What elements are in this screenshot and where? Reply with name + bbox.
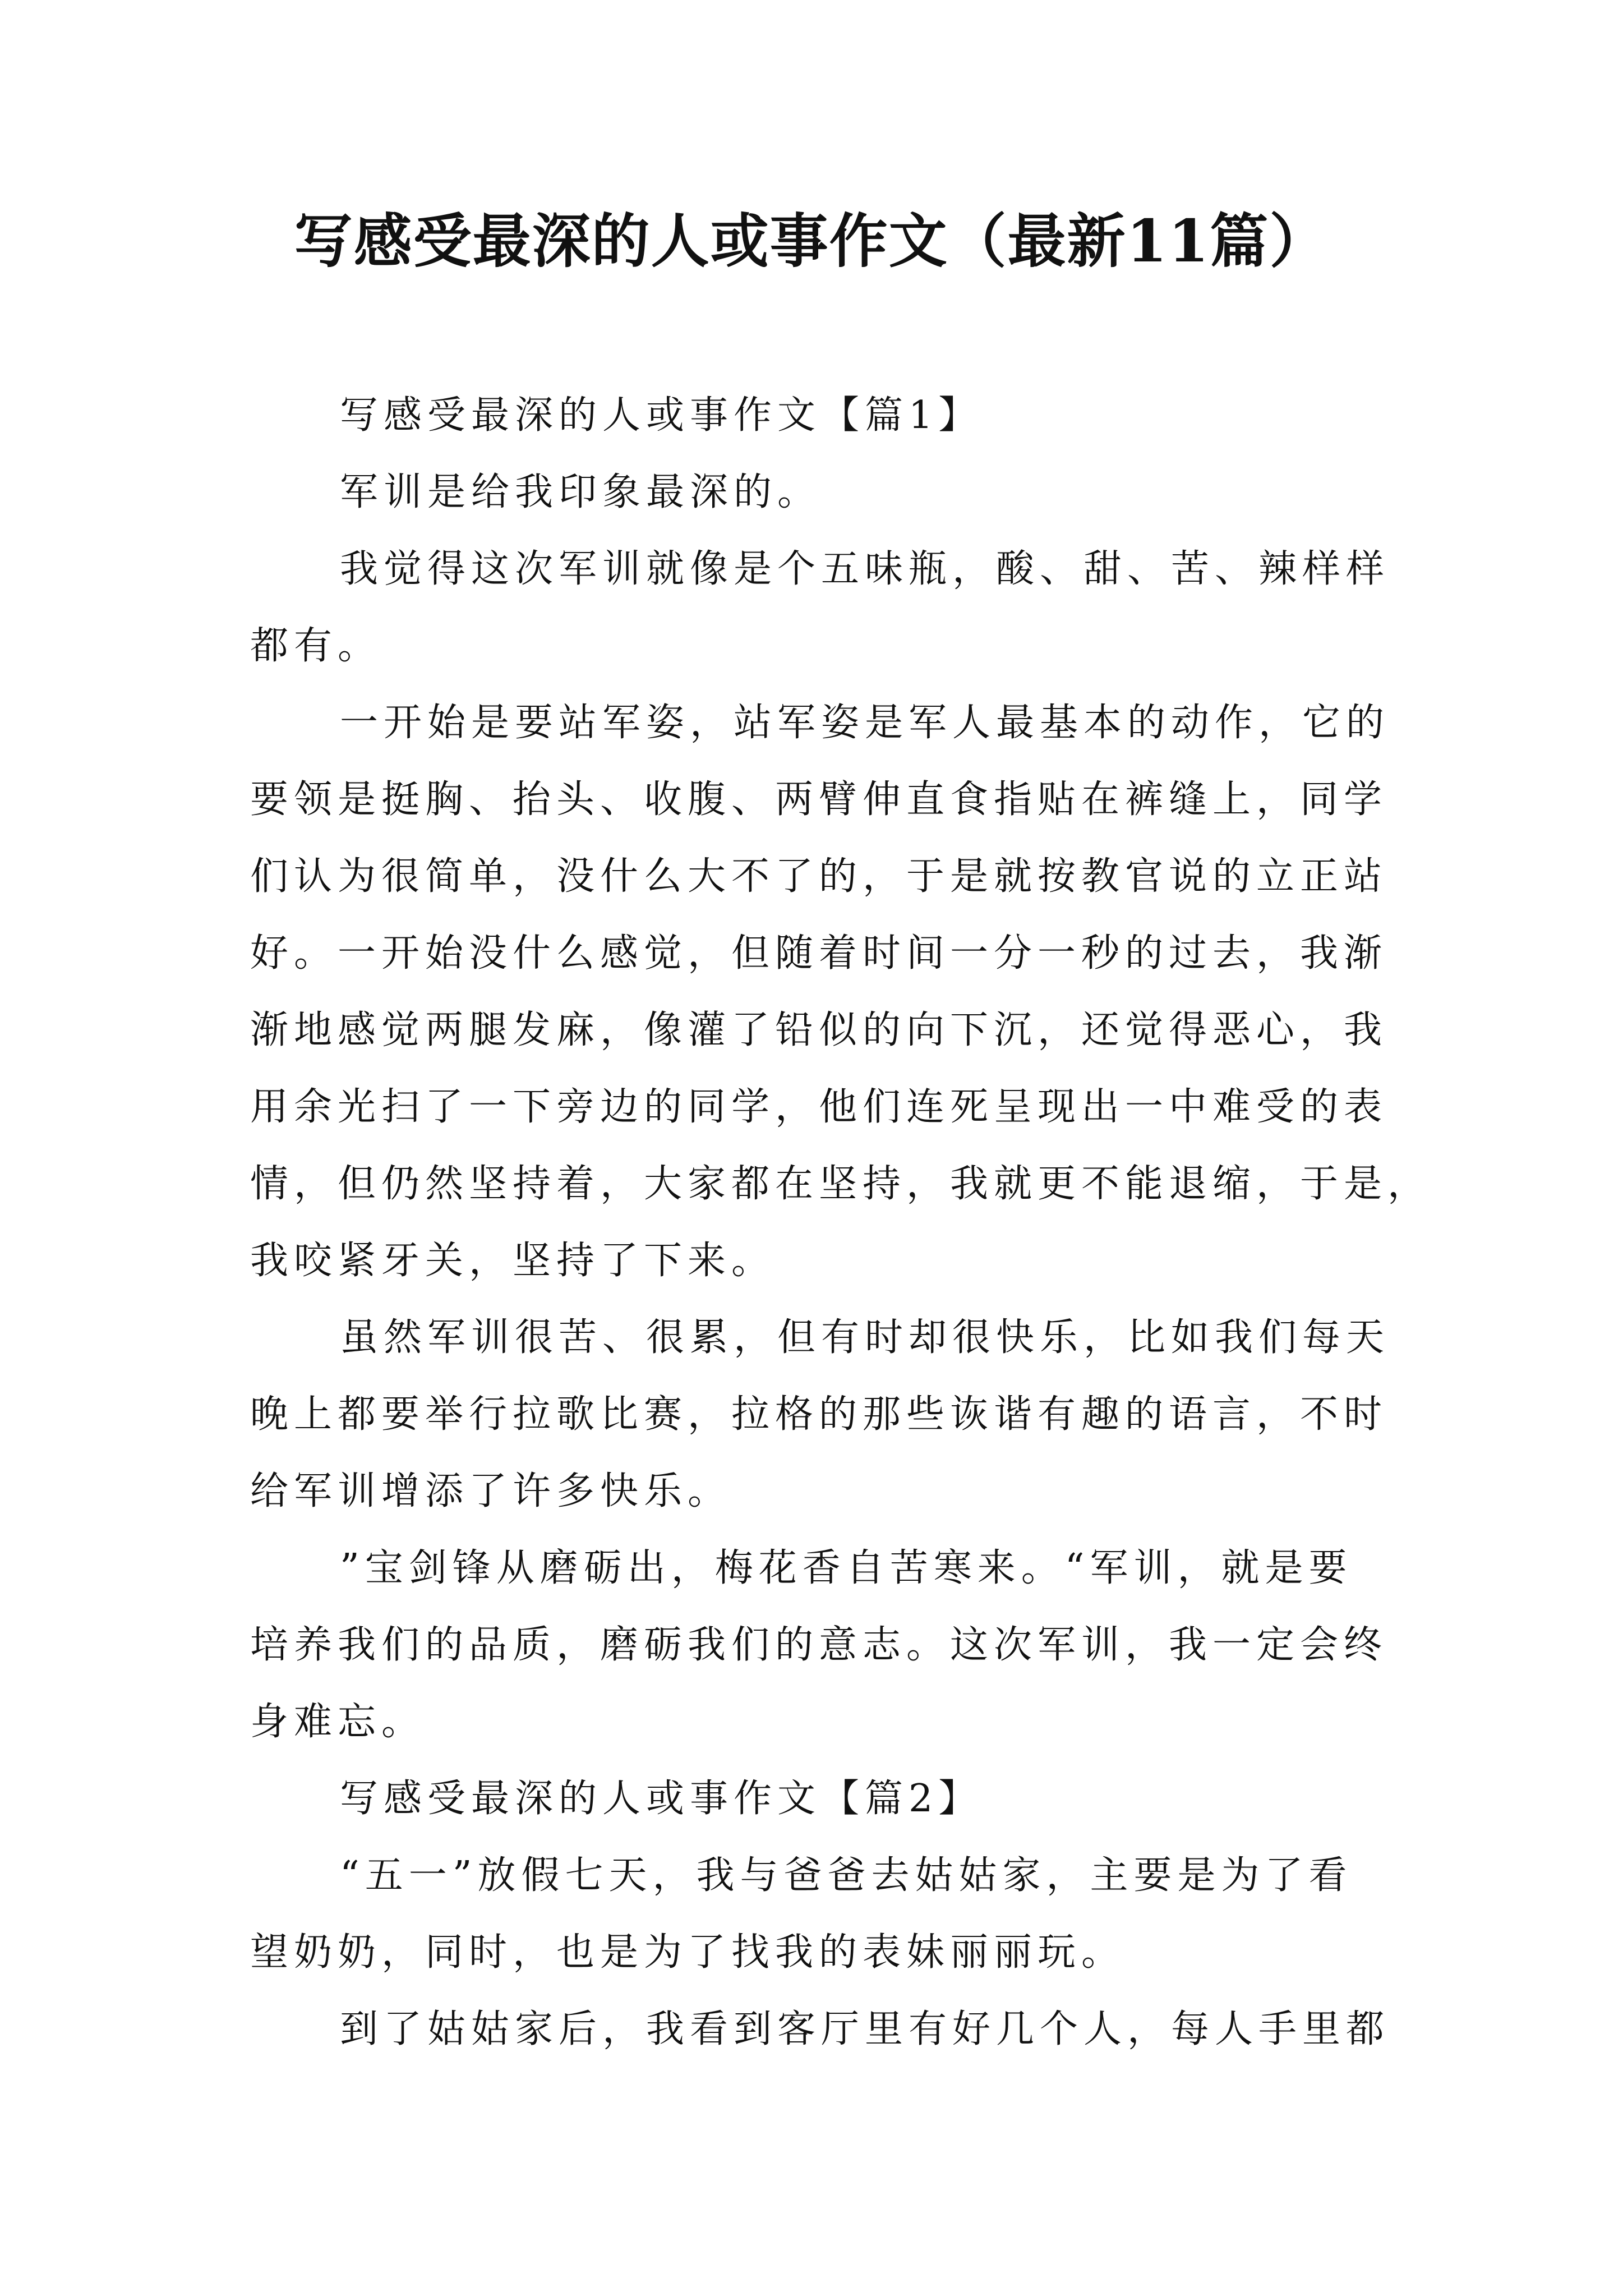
- section-heading-1: 写感受最深的人或事作文【篇1】: [340, 393, 983, 438]
- text-line: 们认为很简单，没什么大不了的，于是就按教官说的立正站: [250, 854, 1388, 899]
- text-line: 培养我们的品质，磨砺我们的意志。这次军训，我一定会终: [250, 1623, 1388, 1667]
- text-line: 军训是给我印象最深的。: [340, 470, 822, 514]
- text-line: 好。一开始没什么感觉，但随着时间一分一秒的过去，我渐: [250, 931, 1388, 976]
- text-line: 我觉得这次军训就像是个五味瓶，酸、甜、苦、辣样样: [340, 547, 1390, 591]
- text-line: 给军训增添了许多快乐。: [250, 1469, 732, 1513]
- text-line: 身难忘。: [250, 1700, 426, 1744]
- text-line: 要领是挺胸、抬头、收腹、两臂伸直食指贴在裤缝上，同学: [250, 777, 1388, 822]
- text-line: 我咬紧牙关，坚持了下来。: [250, 1239, 776, 1283]
- text-line: “五一”放假七天，我与爸爸去姑姑家，主要是为了看: [340, 1853, 1353, 1898]
- text-line: ”宝剑锋从磨砺出，梅花香自苦寒来。“军训，就是要: [340, 1546, 1353, 1590]
- text-line: 情，但仍然坚持着，大家都在坚持，我就更不能退缩，于是，: [250, 1162, 1432, 1206]
- text-line: 都有。: [250, 624, 382, 668]
- text-line: 一开始是要站军姿，站军姿是军人最基本的动作，它的: [340, 701, 1390, 745]
- text-line: 渐地感觉两腿发麻，像灌了铅似的向下沉，还觉得恶心，我: [250, 1008, 1388, 1052]
- section-heading-2: 写感受最深的人或事作文【篇2】: [340, 1777, 983, 1821]
- text-line: 用余光扫了一下旁边的同学，他们连死呈现出一中难受的表: [250, 1085, 1388, 1129]
- text-line: 望奶奶，同时，也是为了找我的表妹丽丽玩。: [250, 1930, 1126, 1975]
- text-line: 到了姑姑家后，我看到客厅里有好几个人，每人手里都: [340, 2007, 1390, 2051]
- document-body: [250, 377, 1432, 2068]
- document-title: 写感受最深的人或事作文（最新11篇）: [294, 206, 1329, 275]
- text-line: 晚上都要举行拉歌比赛，拉格的那些诙谐有趣的语言，不时: [250, 1392, 1388, 1437]
- text-line: 虽然军训很苦、很累，但有时却很快乐，比如我们每天: [340, 1315, 1390, 1360]
